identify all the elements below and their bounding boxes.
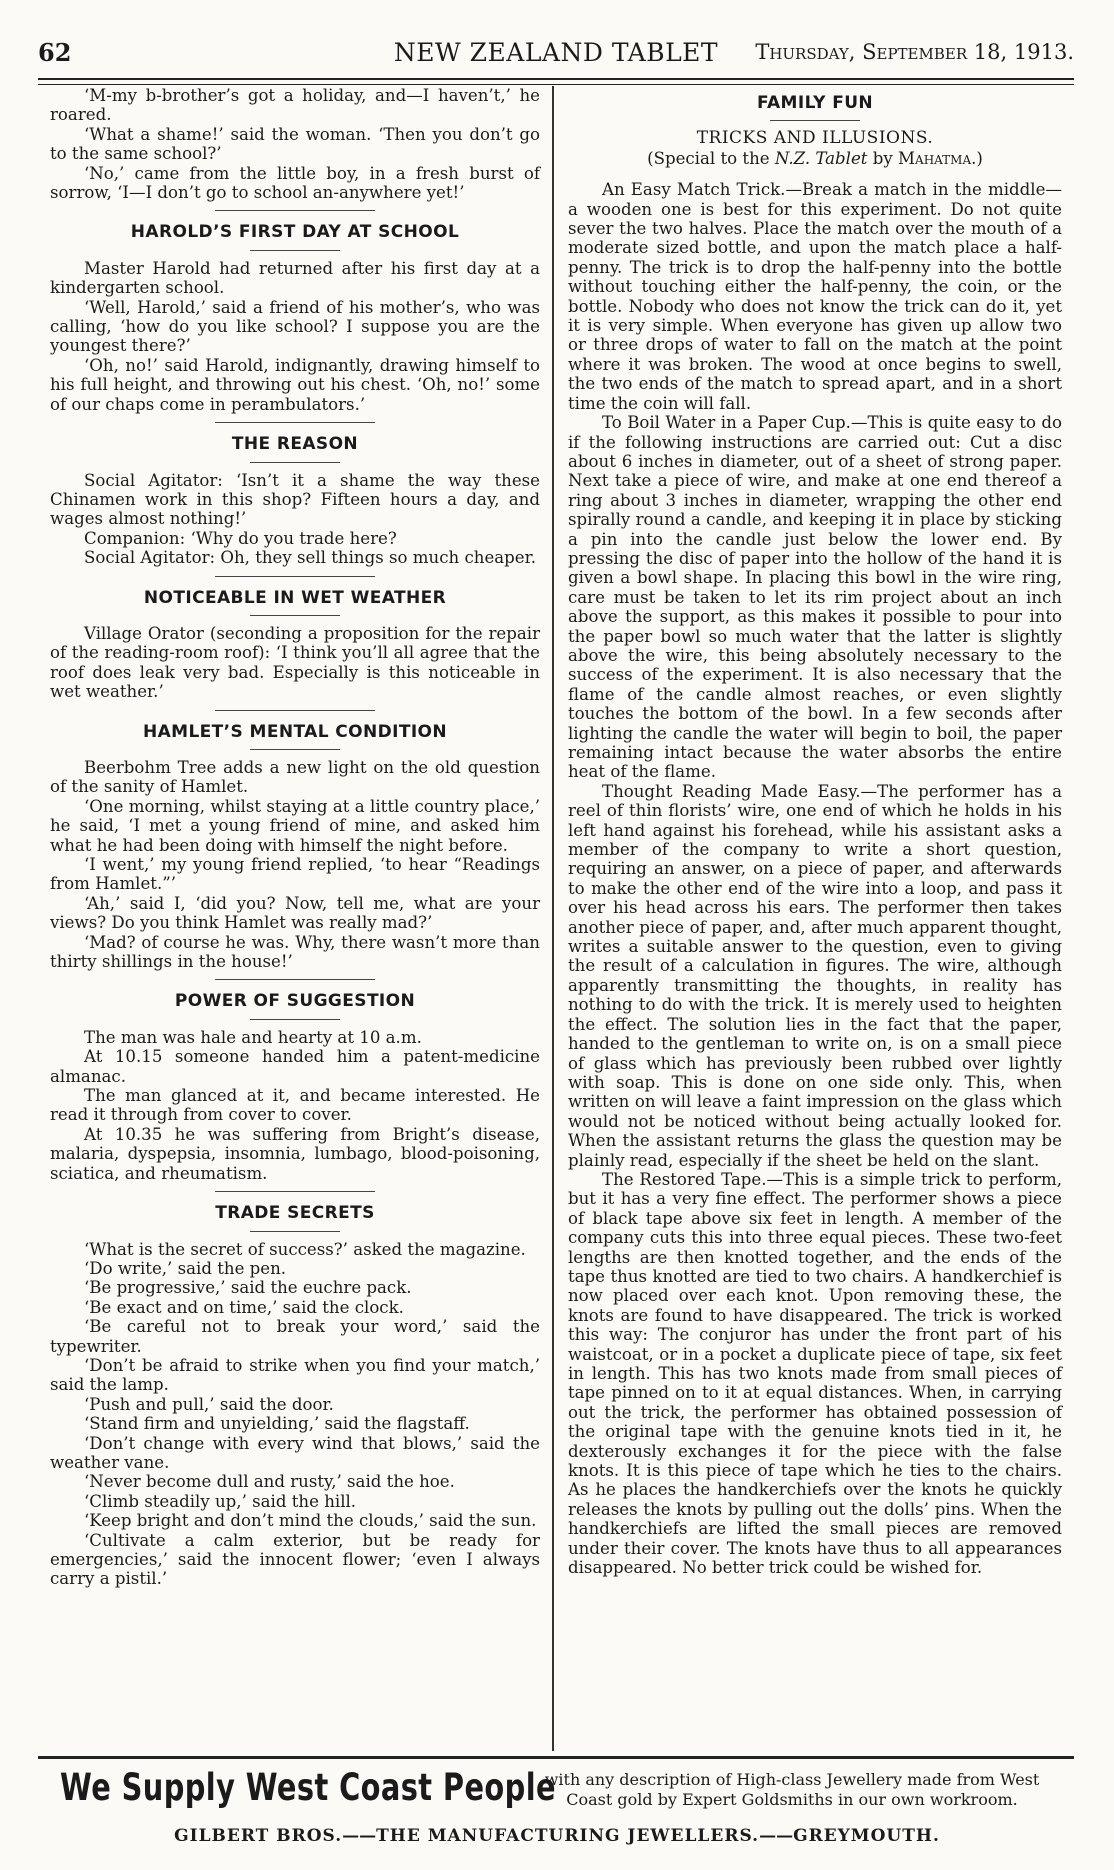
divider	[215, 979, 375, 980]
section-title: THE REASON	[50, 435, 540, 454]
paragraph: ‘Oh, no!’ said Harold, indignantly, drawing himself to his full height, and throwing out his chest. ‘Oh, no!’ some of our chaps come in perambulators.’	[50, 355, 540, 414]
paragraph: At 10.35 he was suffering from Bright’s disease, malaria, dyspepsia, insomnia, lumbago, blood-poisoning, sciatica, and rheumatism.	[50, 1124, 540, 1183]
paragraph: ‘Push and pull,’ said the door.	[84, 1394, 334, 1414]
paragraph: ‘Cultivate a calm exterior, but be ready for emergencies,’ said the innocent flower; ‘even I always carry a pistil.’	[50, 1530, 540, 1589]
article-trade-secrets	[50, 1204, 540, 1589]
jeweller-advertisement	[40, 1766, 1074, 1856]
byline	[568, 149, 1062, 168]
byline-paper: N.Z. Tablet	[774, 148, 868, 168]
paragraph: ‘Don’t change with every wind that blows,’ said the weather vane.	[50, 1433, 540, 1472]
ad-detail	[522, 1770, 1062, 1810]
paragraph: ‘I went,’ my young friend replied, ‘to hear “Readings from Hamlet.”’	[50, 855, 540, 894]
paragraph: At 10.15 someone handed him a patent-medicine almanac.	[50, 1047, 540, 1086]
paragraph: ‘Be progressive,’ said the euchre pack.	[84, 1278, 412, 1298]
paragraph: ‘Ah,’ said I, ‘did you? Now, tell me, what are your views? Do you think Hamlet was really mad?’	[50, 893, 540, 933]
section-title: HAMLET’S MENTAL CONDITION	[50, 723, 540, 742]
masthead	[38, 38, 1074, 78]
paragraph: ‘Keep bright and don’t mind the clouds,’ said the sun.	[84, 1511, 537, 1531]
paragraph-paper-cup: To Boil Water in a Paper Cup.—This is quite easy to do if the following instructions are carried out: Cut a disc about 6 inches in diameter, out of a sheet of strong paper. Next take a piece of wire, and make at one end thereof a ring about 3 inches in diameter, wrapping the other end spirally round a candle, and keeping it in place by sticking a pin into the candle just below the lower end. By pressing the disc of paper into the hollow of the hand it is given a bowl shape. In placing this bowl in the wire ring, care must be taken to let its rim project about an inch above the support, as this makes it possible to pour into the paper bowl so much water that the latter is slightly above the wire, this being absolutely necessary to the success of the experiment. It is also necessary that the flame of the candle almost reaches, or even slightly touches the bottom of the bowl. In a few seconds after lighting the candle the water will begin to boil, the paper remaining intact because the water absorbs the entire heat of the flame.	[568, 413, 1062, 782]
paragraph: The man glanced at it, and became interested. He read it through from cover to cover.	[50, 1086, 540, 1125]
dash-separator: ——	[342, 1826, 377, 1846]
paragraph: ‘No,’ came from the little boy, in a fresh burst of sorrow, ‘I—I don’t go to school an-anywhere yet!’	[50, 163, 540, 203]
footer-rule	[38, 1756, 1074, 1759]
section-title: HAROLD’S FIRST DAY AT SCHOOL	[50, 223, 540, 242]
paragraph: ‘Do write,’ said the pen.	[84, 1258, 287, 1278]
section-title: POWER OF SUGGESTION	[50, 992, 540, 1011]
paragraph: Master Harold had returned after his first day at a kindergarten school.	[50, 258, 540, 298]
intro-story	[50, 86, 540, 202]
ad-footer	[40, 1826, 1074, 1846]
paper-title: NEW ZEALAND TABLET	[393, 38, 719, 67]
paragraph: ‘Climb steadily up,’ said the hill.	[84, 1491, 357, 1511]
paragraph: Social Agitator: Oh, they sell things so much cheaper.	[84, 548, 536, 568]
dash-separator: ——	[759, 1826, 794, 1846]
left-column	[50, 86, 540, 1589]
right-column	[568, 86, 1062, 1577]
paragraph: The man was hale and hearty at 10 a.m.	[84, 1027, 422, 1047]
byline-prefix: (Special to the	[647, 148, 770, 168]
family-fun-heading: FAMILY FUN	[568, 94, 1062, 113]
paragraph: ‘Don’t be afraid to strike when you find your match,’ said the lamp.	[50, 1355, 540, 1395]
paragraph-thought-reading: Thought Reading Made Easy.—The performer has a reel of thin florists’ wire, one end of which he holds in his left hand against his forehead, while his assistant asks a member of the company to write a short question, requiring an answer, on a piece of paper, and afterwards to make the other end of the wire into a loop, and pass it over his head across his ears. The performer then takes another piece of paper, and, after much apparent thought, writes a suitable answer to the question, even to giving the result of a calculation in figures. The wire, although apparently transmitting the thoughts, in reality has nothing to do with the trick. It is merely used to heighten the effect. The solution lies in the fact that the paper, handed to the gentleman to write on, is on a small piece of glass which has previously been rubbed over lightly with soap. This is done on one side only. This, when written on will leave a faint impression on the glass which would not be noticed without being actually looked for. When the assistant returns the glass the question may be plainly read, especially if the sheet be held on the slant.	[568, 781, 1062, 1170]
paragraph: ‘Mad? of course he was. Why, there wasn’t more than thirty shillings in the house!’	[50, 932, 540, 972]
column-divider	[552, 86, 554, 1751]
paragraph: ‘Well, Harold,’ said a friend of his mother’s, who was calling, ‘how do you like school? I suppose you are the youngest there?’	[50, 297, 540, 356]
page-number: 62	[38, 38, 72, 67]
paragraph: ‘One morning, whilst staying at a little country place,’ he said, ‘I met a young friend of mine, and asked him what he had been doing with himself the night before.	[50, 796, 540, 855]
ad-headline: We Supply West Coast People	[60, 1766, 556, 1809]
paragraph: Companion: ‘Why do you trade here?	[84, 528, 397, 548]
article-wet-weather	[50, 589, 540, 702]
article-hamlet	[50, 723, 540, 972]
paragraph-restored-tape: The Restored Tape.—This is a simple trick to perform, but it has a very fine effect. The performer shows a piece of black tape above six feet in length. A member of the company cuts this into three equal pieces. These two-feet lengths are then knotted together, and the ends of the tape thus knotted are tied to two chairs. A handkerchief is now placed over each knot. Upon removing these, the knots are found to have disappeared. The trick is worked this way: The conjuror has under the front part of his waistcoat, or in a pocket a duplicate piece of tape, six feet in length. This has two knots made from small pieces of tape pinned on to it at equal distances. When, in carrying out the trick, the performer has obtained possession of the original tape with the genuine knots tied in it, he dexterously exchanges it for the piece with the false knots. It is this piece of tape which he ties to the chairs. As he places the handkerchiefs over the knots he quickly releases the knots by pulling out the dolls’ pins. When the handkerchiefs are lifted the small pieces are removed under their cover. The knots have thus to all appearances disappeared. No better trick could be wished for.	[568, 1169, 1062, 1578]
ad-detail-line: with any description of High-class Jewellery made from West	[544, 1770, 1040, 1789]
ad-location: GREYMOUTH.	[793, 1826, 940, 1846]
divider	[215, 210, 375, 211]
divider	[215, 710, 375, 711]
paragraph: ‘What a shame!’ said the woman. ‘Then you don’t go to the same school?’	[50, 124, 540, 164]
byline-author: Mahatma.)	[898, 148, 983, 168]
divider	[215, 422, 375, 423]
ad-tagline: THE MANUFACTURING JEWELLERS.	[376, 1826, 760, 1846]
paragraph: ‘Be exact and on time,’ said the clock.	[84, 1297, 404, 1317]
paragraph: ‘Stand firm and unyielding,’ said the flagstaff.	[84, 1414, 470, 1434]
article-harold	[50, 223, 540, 414]
divider	[215, 576, 375, 577]
tricks-subtitle: TRICKS AND ILLUSIONS.	[696, 128, 934, 149]
article-reason	[50, 435, 540, 567]
ad-detail-line: Coast gold by Expert Goldsmiths in our own workroom.	[566, 1790, 1018, 1809]
article-suggestion	[50, 992, 540, 1183]
issue-date: Thursday, September 18, 1913.	[755, 40, 1074, 64]
paragraph: ‘Be careful not to break your word,’ said the typewriter.	[50, 1317, 540, 1356]
paragraph-match-trick: An Easy Match Trick.—Break a match in the middle—a wooden one is best for this experiment. Do not quite sever the two halves. Place the match over the mouth of a moderate sized bottle, and upon the match place a half-penny. The trick is to drop the half-penny into the bottle without touching either the half-penny, the coin, or the bottle. Nobody who does not know the trick can do it, yet it is very simple. When everyone has given up allow two or three drops of water to fall on the match at the point where it was broken. The wood at once begins to swell, the two ends of the match to spread apart, and in a short time the coin will fall.	[568, 180, 1062, 413]
divider	[215, 1191, 375, 1192]
paragraph: ‘M-my b-brother’s got a holiday, and—I haven’t,’ he roared.	[50, 86, 540, 125]
ad-company: GILBERT BROS.	[174, 1826, 343, 1846]
paragraph: Social Agitator: ‘Isn’t it a shame the way these Chinamen work in this shop? Fifteen hours a day, and wages almost nothing!’	[50, 470, 540, 529]
paragraph: Village Orator (seconding a proposition for the repair of the reading-room roof): ‘I think you’ll all agree that the roof does leak very bad. Especially is this noticeable in wet weather.’	[50, 623, 540, 702]
section-title: NOTICEABLE IN WET WEATHER	[50, 589, 540, 608]
byline-by: by	[872, 148, 893, 168]
header-rule	[38, 78, 1074, 85]
section-title: TRADE SECRETS	[50, 1204, 540, 1223]
paragraph: ‘What is the secret of success?’ asked the magazine.	[84, 1239, 526, 1259]
paragraph: Beerbohm Tree adds a new light on the old question of the sanity of Hamlet.	[50, 757, 540, 797]
paragraph: ‘Never become dull and rusty,’ said the hoe.	[84, 1472, 455, 1492]
